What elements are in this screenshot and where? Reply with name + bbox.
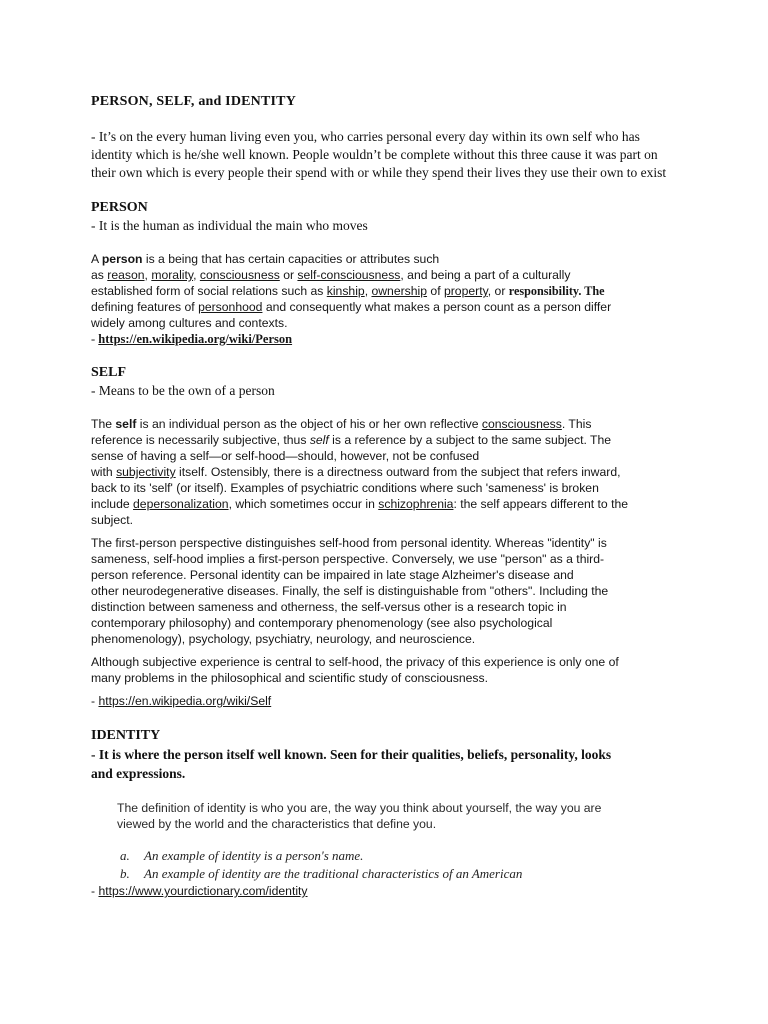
- text: subject.: [91, 513, 134, 527]
- person-def-line: [91, 251, 681, 267]
- self-line: other neurodegenerative diseases. Finally, the self is distinguishable from "others". Including the: [91, 584, 609, 598]
- text: back to its 'self' (or itself). Examples of psychiatric conditions where such 'sameness' is broken: [91, 481, 599, 495]
- self-source-link[interactable]: https://en.wikipedia.org/wiki/Self: [98, 694, 272, 708]
- text: , or: [487, 284, 509, 298]
- text: , which sometimes occur in: [228, 497, 379, 511]
- person-def-line: [91, 315, 681, 331]
- text: The: [91, 417, 116, 431]
- identity-definition-quote: [117, 800, 681, 832]
- list-item-text: An example of identity is a person's name.: [144, 848, 364, 863]
- quote-line: viewed by the world and the characteristics that define you.: [117, 817, 437, 831]
- text: as: [91, 268, 108, 282]
- link-kinship[interactable]: kinship: [326, 284, 365, 298]
- self-line: sameness, self-hood implies a first-person perspective. Conversely, we use "person" as a third-: [91, 552, 605, 566]
- identity-subheading-line: and expressions.: [91, 766, 186, 781]
- link-property[interactable]: property: [443, 284, 488, 298]
- term-self: self: [115, 417, 137, 431]
- identity-subheading-line: - It is where the person itself well known. Seen for their qualities, beliefs, personality, looks: [91, 747, 612, 762]
- self-line: [91, 464, 681, 480]
- self-line: [91, 480, 681, 496]
- self-line: person reference. Personal identity can be impaired in late stage Alzheimer's disease and: [91, 568, 574, 582]
- person-heading: PERSON: [91, 200, 148, 215]
- text: . This: [561, 417, 592, 431]
- link-consciousness[interactable]: consciousness: [481, 417, 562, 431]
- self-line: [91, 496, 681, 512]
- text: ,: [364, 284, 372, 298]
- self-line: contemporary philosophy) and contemporary phenomenology (see also psychological: [91, 616, 553, 630]
- self-paragraph-1: [91, 416, 681, 528]
- person-source: [91, 331, 681, 347]
- intro-paragraph: - It’s on the every human living even you, who carries personal every day within its own self who has identity which is he/she well known. People wouldn’t be complete without this three cause it was part on their own which is every people their spend with or while they spend their lives they use their own to exist: [91, 129, 667, 180]
- person-subheading: - It is the human as individual the main who moves: [91, 218, 368, 233]
- text: established form of social relations such as: [91, 284, 327, 298]
- text: reference is necessarily subjective, thus: [91, 433, 310, 447]
- identity-source: [91, 883, 681, 899]
- person-source-link[interactable]: https://en.wikipedia.org/wiki/Person: [98, 332, 293, 346]
- link-personhood[interactable]: personhood: [198, 300, 263, 314]
- self-line: distinction between sameness and otherness, the self-versus other is a research topic in: [91, 600, 567, 614]
- self-paragraph-3: [91, 654, 681, 686]
- italic-self: self: [309, 433, 329, 447]
- list-item: [91, 847, 681, 865]
- text: ,: [193, 268, 200, 282]
- link-consciousness[interactable]: consciousness: [199, 268, 280, 282]
- identity-subheading: [91, 745, 681, 783]
- text: is a reference by a subject to the same subject. The: [328, 433, 612, 447]
- link-schizophrenia[interactable]: schizophrenia: [378, 497, 454, 511]
- text: itself. Ostensibly, there is a directness outward from the subject that refers inward,: [175, 465, 621, 479]
- text: : the self appears different to the: [453, 497, 629, 511]
- list-marker: b.: [120, 866, 130, 881]
- self-line: phenomenology), psychology, psychiatry, neurology, and neuroscience.: [91, 632, 476, 646]
- link-subjectivity[interactable]: subjectivity: [116, 465, 176, 479]
- text: or: [279, 268, 298, 282]
- self-line: [91, 416, 681, 432]
- text: -: [91, 884, 99, 898]
- self-heading: SELF: [91, 365, 127, 380]
- self-line: [91, 432, 681, 448]
- text: with: [91, 465, 117, 479]
- text: -: [91, 694, 99, 708]
- document-page: [91, 93, 681, 899]
- identity-heading: IDENTITY: [91, 728, 161, 743]
- self-source: [91, 693, 681, 709]
- term-person: person: [101, 252, 143, 266]
- self-line: [91, 448, 681, 464]
- text: defining features of: [91, 300, 199, 314]
- self-line: [91, 512, 681, 528]
- quote-line: The definition of identity is who you are, the way you think about yourself, the way you are: [117, 801, 602, 815]
- self-line: The first-person perspective distinguishes self-hood from personal identity. Whereas "identity" is: [91, 536, 607, 550]
- text: and consequently what makes a person count as a person differ: [262, 300, 612, 314]
- self-paragraph-2: [91, 535, 681, 647]
- text: is an individual person as the object of his or her own reflective: [136, 417, 482, 431]
- link-morality[interactable]: morality: [151, 268, 194, 282]
- text: is a being that has certain capacities or attributes such: [142, 252, 440, 266]
- text: A: [91, 252, 102, 266]
- list-marker: a.: [120, 848, 130, 863]
- text: , and being a part of a culturally: [400, 268, 571, 282]
- link-reason[interactable]: reason: [107, 268, 145, 282]
- person-def-line: [91, 267, 681, 283]
- person-def-line: [91, 283, 681, 299]
- text: widely among cultures and contexts.: [91, 316, 288, 330]
- person-def-line: [91, 299, 681, 315]
- self-line: Although subjective experience is central to self-hood, the privacy of this experience is only one of: [91, 655, 619, 669]
- link-depersonalization[interactable]: depersonalization: [133, 497, 229, 511]
- text: include: [91, 497, 134, 511]
- list-item: [91, 865, 681, 883]
- identity-examples-list: [91, 847, 681, 883]
- self-line: many problems in the philosophical and scientific study of consciousness.: [91, 671, 488, 685]
- link-ownership[interactable]: ownership: [371, 284, 428, 298]
- link-self-consciousness[interactable]: self-consciousness: [297, 268, 401, 282]
- identity-source-link[interactable]: https://www.yourdictionary.com/identity: [98, 884, 308, 898]
- person-definition: [91, 251, 681, 347]
- text: -: [91, 332, 99, 346]
- text: sense of having a self—or self-hood—should, however, not be confused: [91, 449, 480, 463]
- list-item-text: An example of identity are the traditional characteristics of an American: [144, 866, 523, 881]
- self-subheading: - Means to be the own of a person: [91, 383, 275, 398]
- text: ,: [144, 268, 152, 282]
- term-responsibility: responsibility. The: [508, 284, 605, 298]
- text: of: [427, 284, 444, 298]
- document-title: PERSON, SELF, and IDENTITY: [91, 94, 297, 109]
